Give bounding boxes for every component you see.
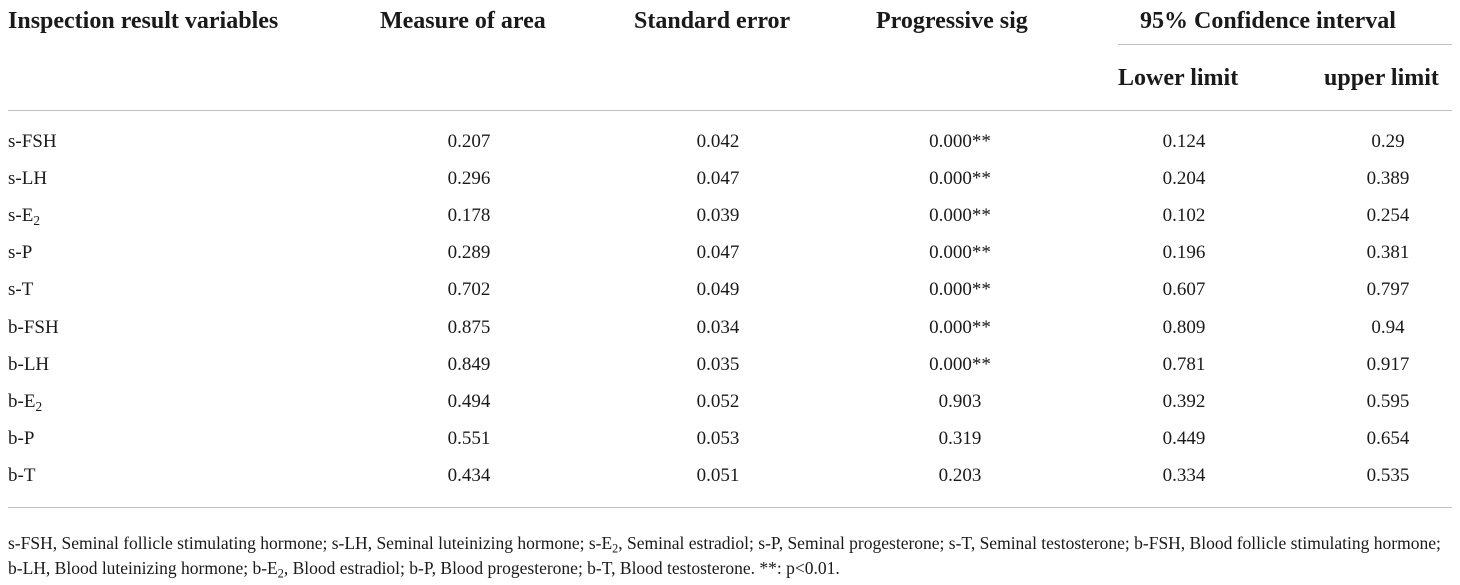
header-progressive-sig: Progressive sig [876, 8, 1028, 34]
cell-area: 0.494 [447, 390, 491, 412]
cell-variable [8, 169, 47, 188]
cell-se: 0.052 [696, 390, 740, 412]
header-bottom-rule [8, 110, 1452, 111]
cell-area: 0.434 [447, 464, 491, 486]
cell-variable [8, 132, 57, 151]
cell-lower: 0.334 [1162, 464, 1206, 486]
cell-lower: 0.781 [1162, 353, 1206, 375]
cell-sig: 0.319 [938, 427, 982, 449]
cell-upper: 0.535 [1366, 464, 1410, 486]
cell-lower: 0.449 [1162, 427, 1206, 449]
table-bottom-rule [8, 507, 1452, 508]
cell-variable [8, 280, 33, 299]
header-confidence-interval: 95% Confidence interval [1140, 8, 1396, 34]
cell-variable [8, 390, 43, 414]
cell-sig: 0.000** [929, 242, 991, 264]
cell-lower: 0.204 [1162, 168, 1206, 190]
cell-area: 0.849 [447, 353, 491, 375]
cell-area: 0.551 [447, 427, 491, 449]
cell-area: 0.296 [447, 168, 491, 190]
footnote-subscript-2: 2 [277, 566, 284, 581]
cell-sig: 0.000** [929, 168, 991, 190]
variable-name: b-P [8, 427, 35, 449]
variable-name: b-LH [8, 353, 50, 375]
variable-name: b-E [8, 390, 36, 412]
cell-area: 0.178 [447, 205, 491, 227]
cell-upper: 0.917 [1366, 353, 1410, 375]
variable-name: s-P [8, 242, 33, 264]
variable-name: s-FSH [8, 131, 57, 152]
variable-name: b-FSH [8, 316, 59, 338]
variable-name: s-E [8, 205, 34, 227]
header-inspection-variables: Inspection result variables [8, 8, 279, 34]
header-lower-limit: Lower limit [1118, 65, 1239, 91]
cell-lower: 0.102 [1162, 205, 1206, 227]
cell-se: 0.047 [696, 168, 740, 190]
cell-lower: 0.392 [1162, 390, 1206, 412]
cell-upper: 0.29 [1371, 131, 1405, 152]
header-measure-of-area: Measure of area [380, 8, 546, 34]
cell-se: 0.053 [696, 427, 740, 449]
cell-sig: 0.000** [929, 131, 991, 152]
cell-variable [8, 466, 35, 485]
footnote-text-part-2: , Seminal estradiol; s-P, Seminal progesterone; s-T, Seminal testosterone; b-FSH, Blood follicle stimulating hormone; b-LH, Blood luteinizing hormone; b-E [8, 533, 1441, 578]
footnote-text-part-3: , Blood estradiol; b-P, Blood progesterone; b-T, Blood testosterone. **: p<0.01. [283, 558, 840, 578]
cell-lower: 0.809 [1162, 316, 1206, 338]
cell-upper: 0.254 [1366, 205, 1410, 227]
cell-sig: 0.000** [929, 353, 991, 375]
footnote-text-part-1: s-FSH, Seminal follicle stimulating hormone; s-LH, Seminal luteinizing hormone; s-E [8, 533, 613, 553]
cell-upper: 0.595 [1366, 390, 1410, 412]
cell-variable [8, 243, 32, 262]
cell-sig: 0.903 [938, 390, 982, 412]
cell-variable [8, 429, 34, 448]
cell-variable [8, 318, 59, 337]
cell-variable [8, 205, 40, 229]
cell-lower: 0.607 [1162, 279, 1206, 301]
cell-upper: 0.381 [1366, 242, 1410, 264]
cell-area: 0.289 [447, 242, 491, 264]
cell-area: 0.875 [447, 316, 491, 338]
variable-name: s-T [8, 279, 34, 301]
variable-name: b-T [8, 464, 36, 486]
variable-name: s-LH [8, 168, 48, 190]
cell-sig: 0.000** [929, 205, 991, 227]
cell-se: 0.034 [696, 316, 740, 338]
header-upper-limit: upper limit [1324, 65, 1439, 91]
cell-upper: 0.389 [1366, 168, 1410, 190]
header-standard-error: Standard error [634, 8, 791, 34]
cell-area: 0.207 [447, 131, 491, 152]
cell-area: 0.702 [447, 279, 491, 301]
cell-sig: 0.000** [929, 279, 991, 301]
footnote-subscript-1: 2 [612, 541, 619, 556]
ci-header-rule [1118, 44, 1452, 45]
cell-lower: 0.196 [1162, 242, 1206, 264]
cell-upper: 0.654 [1366, 427, 1410, 449]
cell-sig: 0.000** [929, 316, 991, 338]
cell-se: 0.035 [696, 353, 740, 375]
cell-lower: 0.124 [1162, 131, 1206, 152]
cell-se: 0.051 [696, 464, 740, 486]
cell-se: 0.042 [696, 131, 740, 152]
cell-upper: 0.94 [1371, 316, 1405, 338]
cell-se: 0.039 [696, 205, 740, 227]
cell-sig: 0.203 [938, 464, 982, 486]
cell-upper: 0.797 [1366, 279, 1410, 301]
cell-variable [8, 355, 49, 374]
variable-subscript: 2 [33, 213, 40, 229]
cell-se: 0.049 [696, 279, 740, 301]
table-footnote [8, 531, 1456, 581]
cell-se: 0.047 [696, 242, 740, 264]
variable-subscript: 2 [35, 398, 43, 414]
